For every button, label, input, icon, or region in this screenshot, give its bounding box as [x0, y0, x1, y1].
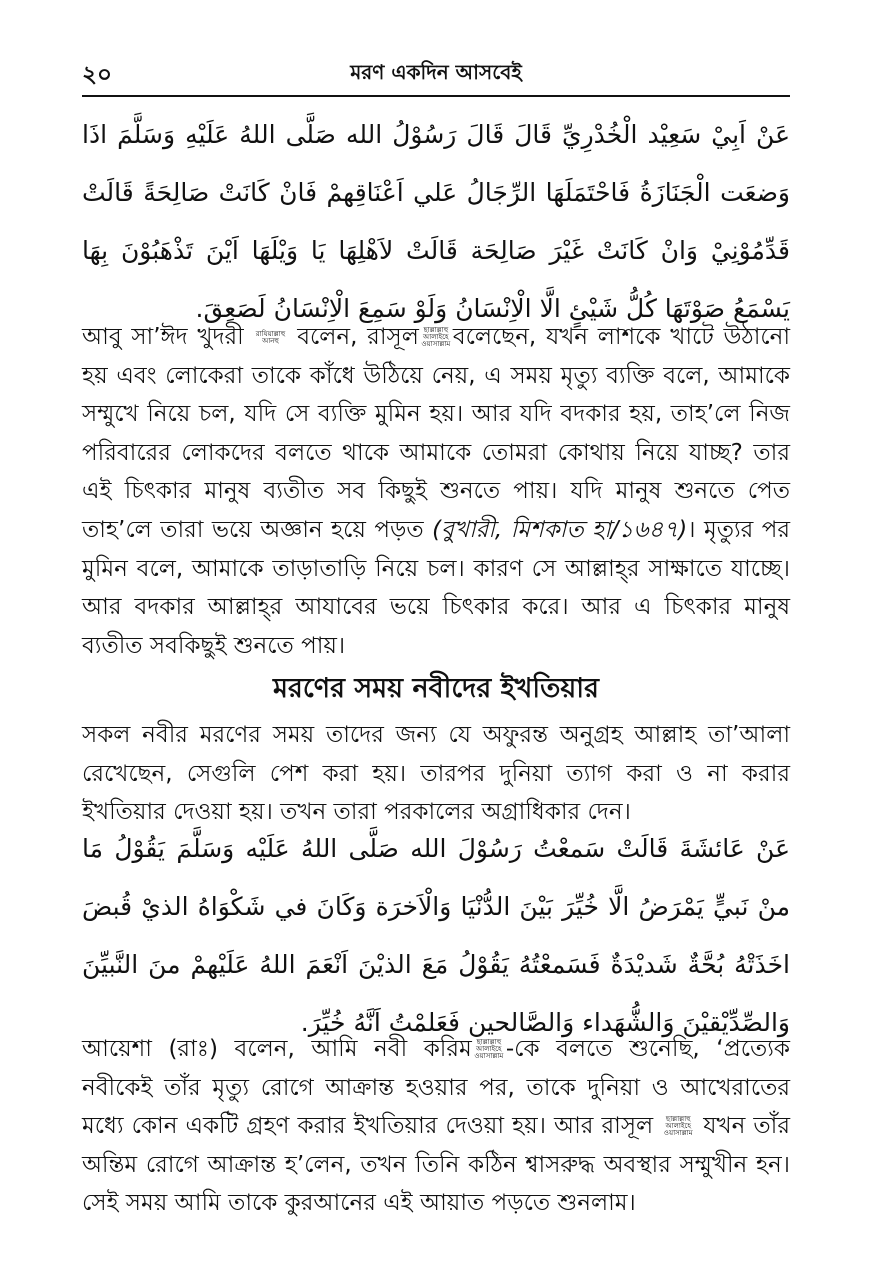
hadith-2-translation — [82, 1030, 790, 1223]
hadith-1-translation-block — [82, 318, 790, 665]
hadith-1-text-a: বলেন, রাসূল — [297, 324, 419, 350]
hadith-1-citation: (বুখারী, মিশকাত হা/১৬৪৭) — [432, 516, 688, 543]
hadith-1-text-c: । মৃত্যুর পর মুমিন বলে, আমাকে তাড়াতাড়ি নিয়ে চল। কারণ সে আল্লাহ্‌র সাক্ষাতে যাচ্ছে। আর বদকার আল্লাহ্‌র আযাবের ভয়ে চিৎকার করে। আর এ চিৎকার মানুষ ব্যতীত সবকিছুই শুনতে পায়। — [82, 516, 790, 659]
hadith-2-text-a: আয়েশা (রাঃ) বলেন, আমি নবী করিম — [82, 1036, 472, 1062]
section-heading: মরণের সময় নবীদের ইখতিয়ার — [273, 673, 599, 704]
hadith-1-narrator: আবু সা’ঈদ খুদরী — [82, 324, 244, 350]
hadith-2-text-c: যখন তাঁর অন্তিম রোগে আক্রান্ত হ’লেন, তখন তিনি কঠিন শ্বাসরুদ্ধ অবস্থার সম্মুখীন হন। সেই সময় আমি তাকে কুরআনের এই আয়াত পড়তে শুনলাম। — [82, 1113, 791, 1217]
hadith-1-arabic: عَنْ اَبِيْ سَعِيْد الْخُدْرِيِّ قَالَ قَالَ رَسُوْلُ الله صَلَّى اللهُ عَلَيْهِ وَسَلَّمَ اذَا وَضعَت الْجَنَازَةُ فَاحْتَمَلَهَا الرِّجَالُ عَلي اَعْنَاقِهمْ فَانْ كَانَتْ صَالِحَةً قَالَتْ قَدِّمُوْنِيْ وَانْ كَانَتْ غَيْرَ صَالِحَة قَالَتْ لاَهْلِهَا يَا وَيْلَهَا اَيْنَ تَذْهَبُوْنَ بِهَا يَسْمَعُ صَوْتَهَا كُلُّ شَيْئٍ الَّا الْاِنْسَانُ وَلَوْ سَمِعَ الْاِنْسَانُ لَصَعِقَ. — [82, 120, 790, 323]
honorific-ra: রাযিয়াল্লাহু আনহু — [255, 329, 286, 345]
hadith-2-text-b: -কে বলতে শুনেছি, ‘প্রত্যেক নবীকেই তাঁর মৃত্যু রোগে আক্রান্ত হওয়ার পর, তাকে দুনিয়া ও আখেরাতের মধ্যে কোন একটি গ্রহণ করার ইখতিয়ার দেওয়া হয়। আর রাসূল — [82, 1036, 790, 1140]
hadith-1-arabic-block — [82, 106, 790, 338]
header-rule — [82, 95, 790, 97]
page-header — [82, 56, 790, 92]
intro-paragraph: সকল নবীর মরণের সময় তাদের জন্য যে অফুরন্ত অনুগ্রহ আল্লাহ তা’আলা রেখেছেন, সেগুলি পেশ করা হয়। তারপর দুনিয়া ত্যাগ করা ও না করার ইখতিয়ার দেওয়া হয়। তখন তারা পরকালের অগ্রাধিকার দেন। — [82, 722, 790, 826]
hadith-2-arabic: عَنْ عَائشَةَ قَالَتْ سَمعْتُ رَسُوْلَ الله صَلَّى اللهُ عَلَيْه وَسَلَّمَ يَقُوْلُ مَا منْ نَبيٍّ يَمْرَضُ الَّا خُيِّرَ بَيْنَ الدُّنْيَا وَالْاَخرَة وَكَانَ في شَكْوَاهُ الذيْ قُبضَ اخَذَتْهُ بُحَّةٌ شَديْدَةٌ فَسَمعْتُهُ يَقُوْلُ مَعَ الذيْنَ اَنْعَمَ اللهُ عَلَيْهمْ منَ النَّبيِّنَ وَالصِّدِّيْقيْنَ وَالشُّهَداء وَالصَّالحين فَعَلمْتُ اَنَّهُ خُيِّرَ. — [82, 834, 790, 1037]
honorific-saw: ছাল্লাল্লাহু আলাইহে ওয়াসাল্লাম — [421, 326, 451, 348]
hadith-1-text-b: বলেছেন, যখন লাশকে খাটে উঠানো হয় এবং লোকেরা তাকে কাঁধে উঠিয়ে নেয়, এ সময় মৃত্যু ব্যক্তি বলে, আমাকে সম্মুখে নিয়ে চল, যদি সে ব্যক্তি মুমিন হয়। আর যদি বদকার হয়, তাহ’লে নিজ পরিবারের লোকদের বলতে থাকে আমাকে তোমরা কোথায় নিয়ে যাচ্ছ? তার এই চিৎকার মানুষ ব্যতীত সব কিছুই শুনতে পায়। যদি মানুষ শুনতে পেত তাহ’লে তারা ভয়ে অজ্ঞান হয়ে পড়ত — [82, 324, 791, 543]
honorific-saw-3: ছাল্লাল্লাহু আলাইহে ওয়াসাল্লাম — [663, 1115, 693, 1138]
hadith-2-arabic-block — [82, 820, 790, 1052]
honorific-saw-2: ছাল্লাল্লাহু আলাইহে ওয়াসাল্লাম — [474, 1038, 504, 1060]
running-title: মরণ একদিন আসবেই — [350, 60, 522, 84]
page-number: ২০ — [82, 62, 112, 88]
hadith-2-translation-block — [82, 1030, 790, 1223]
hadith-1-translation — [82, 318, 790, 665]
intro-block — [82, 716, 790, 832]
